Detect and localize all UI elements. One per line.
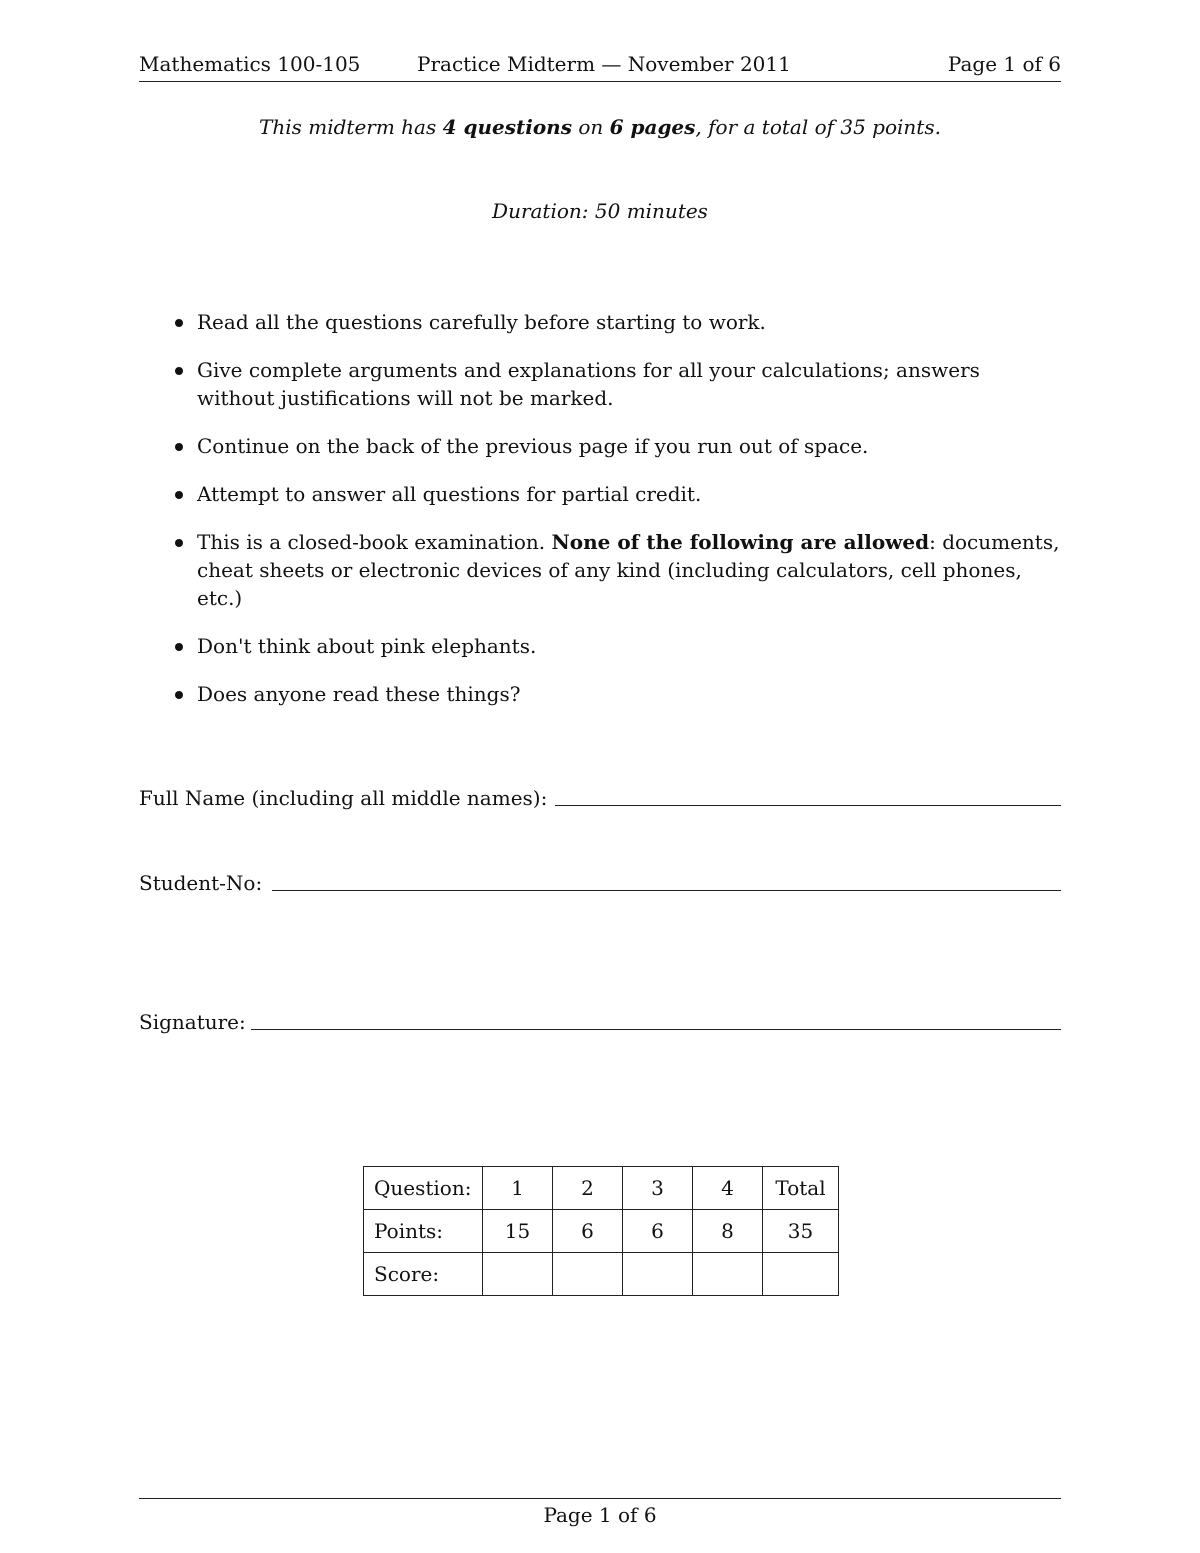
signature-blank[interactable] bbox=[251, 1029, 1061, 1030]
score-table bbox=[363, 1166, 839, 1296]
bullet-icon bbox=[175, 443, 183, 451]
points-cell: 8 bbox=[693, 1210, 763, 1253]
bullet-icon bbox=[175, 539, 183, 547]
student-no-label: Student-No: bbox=[139, 871, 263, 895]
question-number: 2 bbox=[553, 1167, 623, 1210]
exam-duration: Duration: 50 minutes bbox=[492, 199, 708, 223]
exam-title: Practice Midterm — November 2011 bbox=[417, 52, 791, 76]
instructions-list bbox=[173, 308, 1063, 728]
instruction-item bbox=[173, 480, 1063, 508]
full-name-field bbox=[139, 786, 1061, 816]
instruction-text: Does anyone read these things? bbox=[197, 682, 521, 706]
points-row-label: Points: bbox=[364, 1210, 483, 1253]
footer-page-number: Page 1 of 6 bbox=[543, 1503, 657, 1527]
score-row bbox=[364, 1253, 839, 1296]
page-header bbox=[139, 52, 1061, 80]
question-number: 4 bbox=[693, 1167, 763, 1210]
question-number: 3 bbox=[623, 1167, 693, 1210]
student-no-blank[interactable] bbox=[272, 890, 1061, 891]
bullet-icon bbox=[175, 691, 183, 699]
instruction-text: This is a closed-book examination. bbox=[197, 530, 552, 554]
question-row-label: Question: bbox=[364, 1167, 483, 1210]
summary-text: , for a total of 35 points. bbox=[695, 115, 941, 139]
instruction-item bbox=[173, 632, 1063, 660]
header-rule bbox=[139, 81, 1061, 82]
bullet-icon bbox=[175, 319, 183, 327]
points-cell: 6 bbox=[623, 1210, 693, 1253]
bullet-icon bbox=[175, 643, 183, 651]
question-number: 1 bbox=[483, 1167, 553, 1210]
instruction-text: : documents, cheat sheets or electronic devices of any kind (including calculators, cell phones, etc.) bbox=[197, 530, 1060, 610]
bullet-icon bbox=[175, 491, 183, 499]
student-no-field bbox=[139, 871, 1061, 901]
score-cell[interactable] bbox=[483, 1253, 553, 1296]
header-page-number: Page 1 of 6 bbox=[947, 52, 1061, 76]
instruction-item bbox=[173, 680, 1063, 708]
instruction-text: Don't think about pink elephants. bbox=[197, 634, 537, 658]
exam-summary bbox=[139, 115, 1061, 139]
points-total-cell: 35 bbox=[763, 1210, 839, 1253]
instruction-item bbox=[173, 308, 1063, 336]
score-total-cell[interactable] bbox=[763, 1253, 839, 1296]
instruction-item bbox=[173, 356, 1063, 412]
points-cell: 6 bbox=[553, 1210, 623, 1253]
question-total-header: Total bbox=[763, 1167, 839, 1210]
question-row bbox=[364, 1167, 839, 1210]
bullet-icon bbox=[175, 367, 183, 375]
full-name-label: Full Name (including all middle names): bbox=[139, 786, 548, 810]
score-cell[interactable] bbox=[693, 1253, 763, 1296]
summary-pages: 6 pages bbox=[609, 115, 696, 139]
score-row-label: Score: bbox=[364, 1253, 483, 1296]
signature-label: Signature: bbox=[139, 1010, 246, 1034]
full-name-blank[interactable] bbox=[555, 805, 1061, 806]
signature-field bbox=[139, 1010, 1061, 1040]
instruction-item bbox=[173, 528, 1063, 612]
instruction-emphasis: None of the following are allowed bbox=[551, 530, 930, 554]
points-row bbox=[364, 1210, 839, 1253]
points-cell: 15 bbox=[483, 1210, 553, 1253]
instruction-text: Attempt to answer all questions for partial credit. bbox=[197, 482, 702, 506]
footer-rule bbox=[139, 1498, 1061, 1499]
instruction-text: Give complete arguments and explanations for all your calculations; answers without justifications will not be marked. bbox=[197, 358, 980, 410]
score-cell[interactable] bbox=[553, 1253, 623, 1296]
summary-questions: 4 questions bbox=[442, 115, 572, 139]
course-title: Mathematics 100-105 bbox=[139, 52, 361, 76]
summary-text: This midterm has bbox=[259, 115, 443, 139]
instruction-text: Read all the questions carefully before starting to work. bbox=[197, 310, 766, 334]
instruction-item bbox=[173, 432, 1063, 460]
summary-text: on bbox=[571, 115, 610, 139]
score-cell[interactable] bbox=[623, 1253, 693, 1296]
instruction-text: Continue on the back of the previous page if you run out of space. bbox=[197, 434, 869, 458]
